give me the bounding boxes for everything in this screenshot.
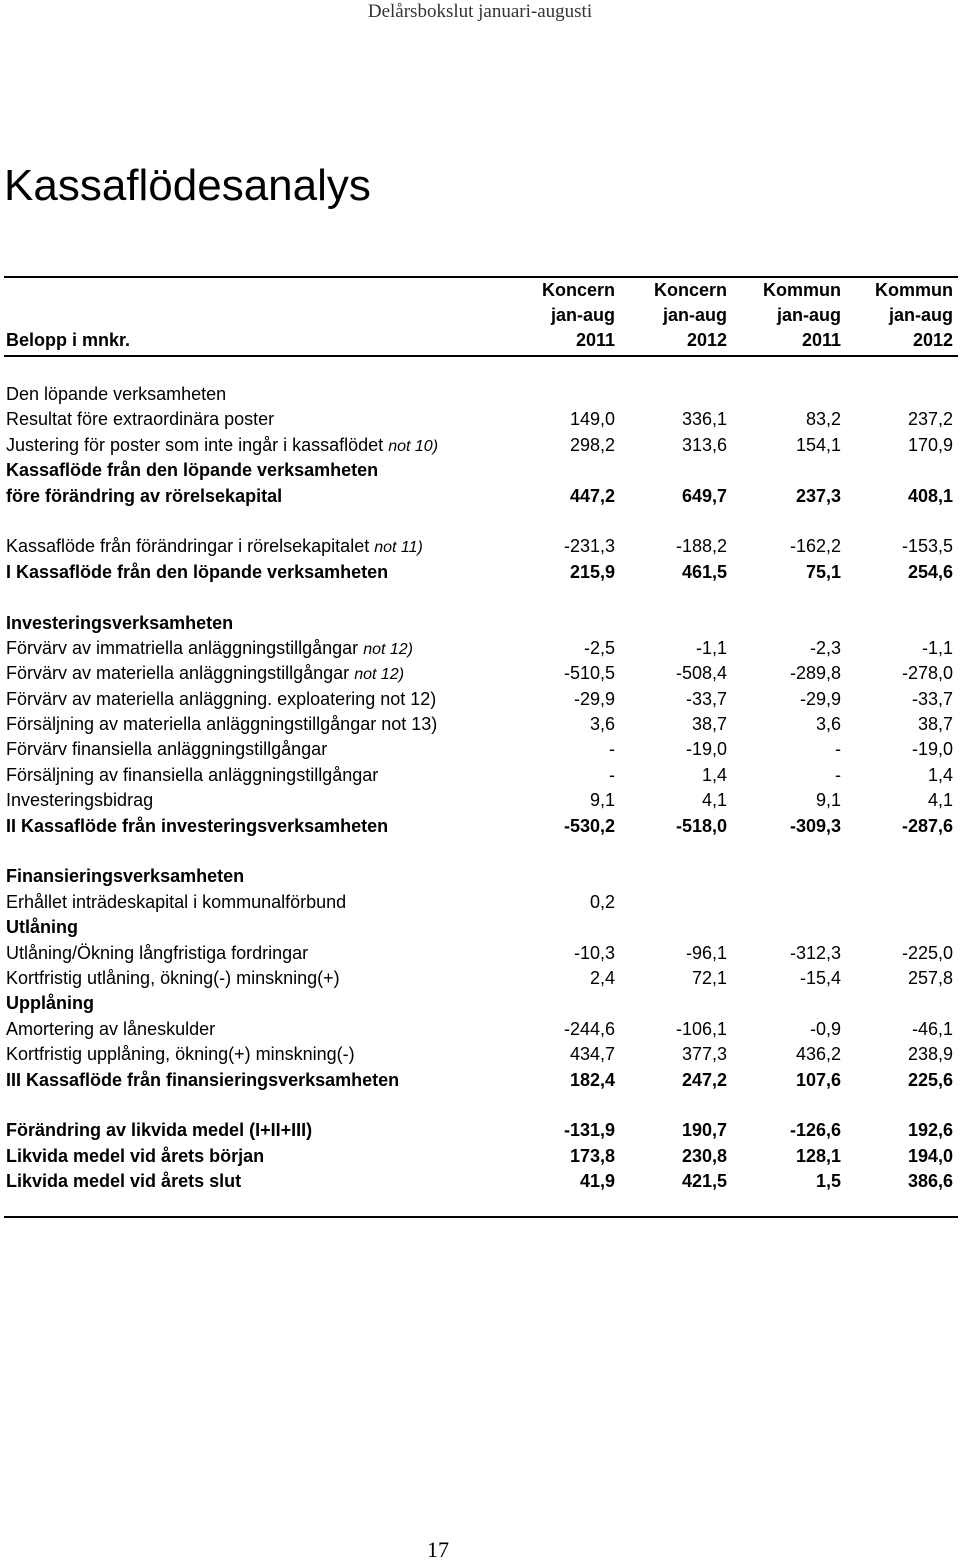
row-label bbox=[6, 966, 340, 991]
table-bottom-rule bbox=[4, 1216, 958, 1218]
row-label-text: Investeringsverksamheten bbox=[6, 612, 234, 633]
value-cell: -29,9 bbox=[799, 688, 841, 709]
table-row bbox=[4, 534, 958, 559]
column-period: jan-aug bbox=[776, 305, 841, 325]
table-row bbox=[4, 788, 958, 813]
row-label bbox=[6, 534, 423, 560]
table-row bbox=[4, 1093, 958, 1118]
value-cell: 313,6 bbox=[681, 434, 727, 455]
value-cell: -106,1 bbox=[675, 1018, 727, 1039]
value-cell: 408,1 bbox=[907, 485, 953, 506]
row-label-text: Förvärv av immatriella anläggningstillgångar bbox=[6, 637, 359, 658]
value-cell: 83,2 bbox=[805, 409, 841, 430]
row-label-text: Likvida medel vid årets början bbox=[6, 1145, 265, 1166]
row-label bbox=[6, 484, 282, 509]
table-row bbox=[4, 433, 958, 458]
column-header-kommun-2011 bbox=[729, 278, 841, 353]
value-cell: 182,4 bbox=[569, 1069, 615, 1090]
value-cell: -19,0 bbox=[685, 739, 727, 760]
row-label bbox=[6, 611, 233, 636]
row-label-text: Kassaflöde från den löpande verksamheten bbox=[6, 460, 379, 481]
row-label bbox=[6, 737, 327, 762]
value-cell: -10,3 bbox=[573, 942, 615, 963]
row-label-text: I Kassaflöde från den löpande verksamheten bbox=[6, 561, 389, 582]
row-label bbox=[6, 991, 94, 1016]
value-cell: 237,2 bbox=[907, 409, 953, 430]
value-cell: -131,9 bbox=[563, 1120, 615, 1141]
value-cell: -15,4 bbox=[799, 967, 841, 988]
value-cell: -309,3 bbox=[789, 815, 841, 836]
row-label-text: Kassaflöde från förändringar i rörelsekapitalet bbox=[6, 536, 370, 557]
row-label bbox=[6, 763, 378, 788]
value-cell: -33,7 bbox=[685, 688, 727, 709]
column-entity: Kommun bbox=[763, 280, 841, 300]
value-cell: 336,1 bbox=[681, 409, 727, 430]
row-label-text: Investeringsbidrag bbox=[6, 790, 154, 811]
page-title: Kassaflödesanalys bbox=[4, 161, 371, 210]
value-cell: -33,7 bbox=[911, 688, 953, 709]
value-cell: 72,1 bbox=[691, 967, 727, 988]
running-header: Delårsbokslut januari-augusti bbox=[367, 1, 593, 22]
table-row bbox=[4, 382, 958, 407]
row-label-text: III Kassaflöde från finansieringsverksamheten bbox=[6, 1069, 400, 1090]
value-cell: 225,6 bbox=[907, 1069, 953, 1090]
value-cell: -530,2 bbox=[563, 815, 615, 836]
value-cell: 192,6 bbox=[907, 1120, 953, 1141]
value-cell: -1,1 bbox=[921, 637, 953, 658]
table-row bbox=[4, 636, 958, 661]
row-label-text: Erhållet inträdeskapital i kommunalförbund bbox=[6, 891, 347, 912]
value-cell: -126,6 bbox=[789, 1120, 841, 1141]
table-row bbox=[4, 1017, 958, 1042]
row-label bbox=[6, 915, 78, 940]
value-cell: 107,6 bbox=[795, 1069, 841, 1090]
row-label bbox=[6, 433, 438, 459]
value-cell: 237,3 bbox=[795, 485, 841, 506]
column-entity: Koncern bbox=[541, 280, 615, 300]
column-period: jan-aug bbox=[550, 305, 615, 325]
value-cell: 257,8 bbox=[907, 967, 953, 988]
unit-label: Belopp i mnkr. bbox=[6, 330, 131, 350]
row-label bbox=[6, 1169, 241, 1194]
row-label-text: Försäljning av finansiella anläggningstillgångar bbox=[6, 764, 379, 785]
value-cell: -46,1 bbox=[911, 1018, 953, 1039]
column-year: 2012 bbox=[686, 330, 727, 350]
row-label bbox=[6, 864, 244, 889]
row-label bbox=[6, 636, 413, 662]
value-cell: 649,7 bbox=[681, 485, 727, 506]
value-cell: 386,6 bbox=[907, 1171, 953, 1192]
value-cell: 154,1 bbox=[795, 434, 841, 455]
table-row bbox=[4, 839, 958, 864]
value-cell: - bbox=[609, 739, 615, 760]
value-cell: 230,8 bbox=[681, 1145, 727, 1166]
value-cell: -508,4 bbox=[675, 663, 727, 684]
value-cell: 447,2 bbox=[569, 485, 615, 506]
value-cell: -96,1 bbox=[685, 942, 727, 963]
value-cell: 173,8 bbox=[569, 1145, 615, 1166]
column-header-koncern-2011 bbox=[503, 278, 615, 353]
row-label bbox=[6, 941, 308, 966]
table-row bbox=[4, 560, 958, 585]
value-cell: 170,9 bbox=[907, 434, 953, 455]
column-year: 2012 bbox=[912, 330, 953, 350]
value-cell: 9,1 bbox=[815, 790, 841, 811]
value-cell: 238,9 bbox=[907, 1044, 953, 1065]
row-label-text: Likvida medel vid årets slut bbox=[6, 1171, 242, 1192]
row-label-text: Upplåning bbox=[6, 993, 94, 1014]
value-cell: 421,5 bbox=[681, 1171, 727, 1192]
table-row bbox=[4, 458, 958, 483]
row-label bbox=[6, 1144, 264, 1169]
column-header-koncern-2012 bbox=[615, 278, 727, 353]
value-cell: 41,9 bbox=[579, 1171, 615, 1192]
row-label bbox=[6, 407, 274, 432]
value-cell: - bbox=[609, 764, 615, 785]
value-cell: -518,0 bbox=[675, 815, 727, 836]
column-period: jan-aug bbox=[888, 305, 953, 325]
value-cell: 254,6 bbox=[907, 561, 953, 582]
table-row bbox=[4, 661, 958, 686]
row-label-text: Amortering av låneskulder bbox=[6, 1018, 216, 1039]
row-label bbox=[6, 890, 346, 915]
value-cell: 215,9 bbox=[569, 561, 615, 582]
row-label-text: Finansieringsverksamheten bbox=[6, 866, 245, 887]
row-label bbox=[6, 1118, 312, 1143]
value-cell: 3,6 bbox=[589, 714, 615, 735]
value-cell: -231,3 bbox=[563, 536, 615, 557]
value-cell: 377,3 bbox=[681, 1044, 727, 1065]
row-note-reference: not 11) bbox=[374, 539, 423, 557]
value-cell: 128,1 bbox=[795, 1145, 841, 1166]
column-year: 2011 bbox=[575, 330, 615, 350]
value-cell: - bbox=[835, 739, 841, 760]
value-cell: -225,0 bbox=[901, 942, 953, 963]
table-row bbox=[4, 1169, 958, 1194]
row-note-reference: not 12) bbox=[363, 640, 413, 658]
column-period: jan-aug bbox=[662, 305, 727, 325]
value-cell: 1,5 bbox=[815, 1171, 841, 1192]
value-cell: 247,2 bbox=[681, 1069, 727, 1090]
column-year: 2011 bbox=[801, 330, 841, 350]
row-label-text: Förvärv av materiella anläggningstillgångar bbox=[6, 663, 350, 684]
table-row bbox=[4, 915, 958, 940]
row-label bbox=[6, 382, 226, 407]
row-label-text: II Kassaflöde från investeringsverksamheten bbox=[6, 815, 389, 836]
value-cell: -2,5 bbox=[583, 637, 615, 658]
row-label-text: Den löpande verksamheten bbox=[6, 384, 227, 404]
table-row bbox=[4, 864, 958, 889]
row-note-reference: not 12) bbox=[354, 666, 405, 684]
value-cell: -0,9 bbox=[809, 1018, 841, 1039]
value-cell: -29,9 bbox=[573, 688, 615, 709]
column-header-kommun-2012 bbox=[841, 278, 953, 353]
row-label bbox=[6, 1068, 399, 1093]
row-label bbox=[6, 560, 388, 585]
row-label bbox=[6, 1017, 215, 1042]
value-cell: -153,5 bbox=[901, 536, 953, 557]
row-label-text: Resultat före extraordinära poster bbox=[6, 409, 275, 430]
value-cell: -312,3 bbox=[789, 942, 841, 963]
value-cell: -2,3 bbox=[809, 637, 841, 658]
row-label bbox=[6, 661, 404, 687]
row-label-text: Förändring av likvida medel (I+II+III) bbox=[6, 1120, 313, 1141]
value-cell: 436,2 bbox=[795, 1044, 841, 1065]
row-label bbox=[6, 687, 436, 712]
row-label bbox=[6, 458, 378, 483]
value-cell: 434,7 bbox=[569, 1044, 615, 1065]
value-cell: 194,0 bbox=[907, 1145, 953, 1166]
value-cell: 4,1 bbox=[927, 790, 953, 811]
table-row bbox=[4, 966, 958, 991]
row-label-text: Utlåning bbox=[6, 917, 78, 938]
value-cell: -289,8 bbox=[789, 663, 841, 684]
table-row bbox=[4, 890, 958, 915]
table-row bbox=[4, 484, 958, 509]
value-cell: -510,5 bbox=[563, 663, 615, 684]
value-cell: 149,0 bbox=[569, 409, 615, 430]
row-label-text: Förvärv av materiella anläggning. exploatering not 12) bbox=[6, 688, 437, 709]
value-cell: 190,7 bbox=[681, 1120, 727, 1141]
value-cell: -188,2 bbox=[675, 536, 727, 557]
row-label bbox=[6, 788, 153, 813]
row-label-text: Förvärv finansiella anläggningstillgångar bbox=[6, 739, 328, 760]
row-label-text: Kortfristig upplåning, ökning(+) minskning(-) bbox=[6, 1044, 355, 1065]
row-label bbox=[6, 712, 437, 737]
value-cell: 461,5 bbox=[681, 561, 727, 582]
row-label-text: Justering för poster som inte ingår i kassaflödet bbox=[6, 434, 384, 455]
value-cell: 0,2 bbox=[589, 891, 615, 912]
table-row bbox=[4, 814, 958, 839]
value-cell: 4,1 bbox=[701, 790, 727, 811]
value-cell: 38,7 bbox=[917, 714, 953, 735]
value-cell: -1,1 bbox=[695, 637, 727, 658]
table-row bbox=[4, 1118, 958, 1143]
value-cell: -162,2 bbox=[789, 536, 841, 557]
table-row bbox=[4, 1042, 958, 1067]
row-note-reference: not 10) bbox=[388, 437, 439, 455]
value-cell: -278,0 bbox=[901, 663, 953, 684]
row-label-text: före förändring av rörelsekapital bbox=[6, 485, 283, 506]
value-cell: - bbox=[835, 764, 841, 785]
page-number: 17 bbox=[427, 1537, 449, 1562]
table-row bbox=[4, 712, 958, 737]
row-label-text: Försäljning av materiella anläggningstillgångar not 13) bbox=[6, 714, 438, 735]
table-header-rule bbox=[4, 355, 958, 357]
value-cell: 9,1 bbox=[589, 790, 615, 811]
row-label-text: Kortfristig utlåning, ökning(-) minskning(+) bbox=[6, 967, 340, 988]
table-row bbox=[4, 407, 958, 432]
value-cell: 298,2 bbox=[569, 434, 615, 455]
table-row bbox=[4, 941, 958, 966]
table-row bbox=[4, 509, 958, 534]
table-row bbox=[4, 991, 958, 1016]
value-cell: -287,6 bbox=[901, 815, 953, 836]
table-row bbox=[4, 1068, 958, 1093]
column-entity: Koncern bbox=[653, 280, 727, 300]
row-label bbox=[6, 1042, 355, 1067]
table-header bbox=[4, 278, 958, 354]
table-row bbox=[4, 737, 958, 762]
table-row bbox=[4, 1144, 958, 1169]
table-row bbox=[4, 585, 958, 610]
cash-flow-table-body bbox=[4, 382, 958, 1195]
table-row bbox=[4, 763, 958, 788]
table-row bbox=[4, 687, 958, 712]
value-cell: -244,6 bbox=[563, 1018, 615, 1039]
value-cell: 38,7 bbox=[691, 714, 727, 735]
value-cell: 1,4 bbox=[701, 764, 727, 785]
column-entity: Kommun bbox=[875, 280, 953, 300]
value-cell: 3,6 bbox=[815, 714, 841, 735]
row-label bbox=[6, 814, 388, 839]
row-label-text: Utlåning/Ökning långfristiga fordringar bbox=[6, 942, 309, 963]
table-row bbox=[4, 611, 958, 636]
value-cell: 75,1 bbox=[805, 561, 841, 582]
value-cell: -19,0 bbox=[911, 739, 953, 760]
value-cell: 2,4 bbox=[589, 967, 615, 988]
value-cell: 1,4 bbox=[927, 764, 953, 785]
